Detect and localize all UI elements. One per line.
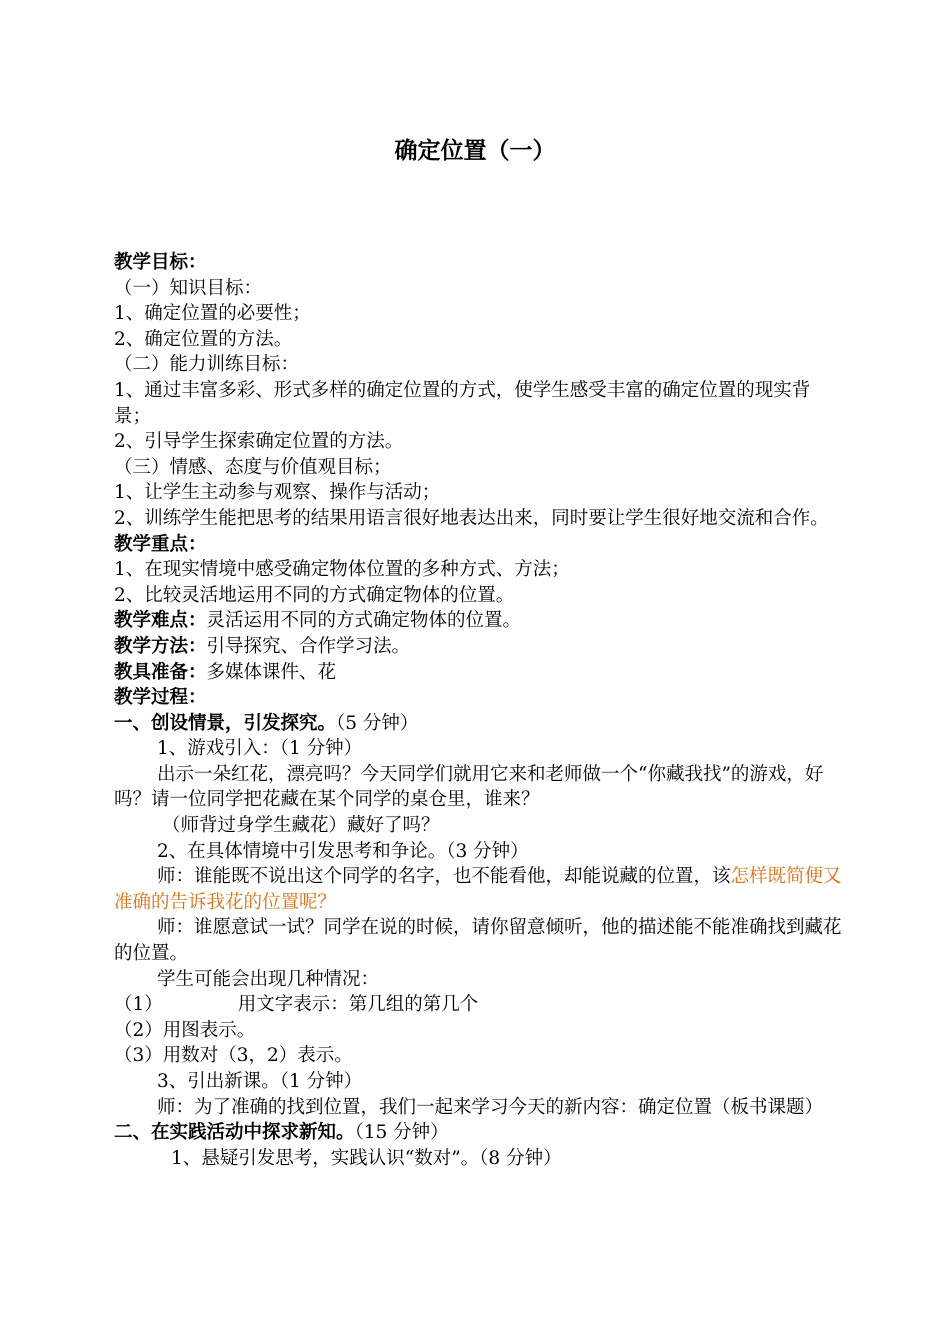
emotion-item: 1、让学生主动参与观察、操作与活动； [114,482,441,504]
case-item [114,992,842,1018]
difficulty-line [114,608,842,634]
tools-line [114,660,842,686]
section1-paragraph: （师背过身学生藏花）藏好了吗？ [162,815,440,837]
objectives-heading: 教学目标： [114,252,207,273]
ability-item: 1、通过丰富多彩、形式多样的确定位置的方式，使学生感受丰富的确定位置的现实背景； [114,379,811,427]
key-points-heading: 教学重点： [114,533,207,555]
tools-label: 教具准备： [114,661,207,683]
key-point-item: 2、比较灵活地运用不同的方式确定物体的位置。 [114,584,515,606]
process-heading: 教学过程： [114,687,207,709]
section1-paragraph: 师：谁愿意试一试？同学在说的时候，请你留意倾听，他的描述能不能准确找到藏花的位置。 [114,917,842,965]
knowledge-item: 1、确定位置的必要性； [114,303,311,325]
knowledge-heading: （一）知识目标： [114,277,263,299]
section1-paragraph-highlight [114,864,842,915]
ability-heading: （二）能力训练目标： [114,354,300,376]
section1-step1: 1、游戏引入：（1 分钟） [157,738,363,760]
section2-time: （15 分钟） [354,1122,449,1144]
section2-heading [114,1120,842,1146]
method-line [114,634,842,660]
section1-paragraph: 学生可能会出现几种情况： [157,968,380,990]
case-item: （2）用图表示。 [114,1019,256,1041]
section1-paragraph: 师：为了准确的找到位置，我们一起来学习今天的新内容：确定位置（板书课题） [157,1096,824,1118]
case-text: 用文字表示：第几组的第几个 [237,994,479,1016]
emotion-item: 2、训练学生能把思考的结果用语言很好地表达出来，同时要让学生很好地交流和合作。 [114,507,829,529]
key-point-item: 1、在现实情境中感受确定物体位置的多种方式、方法； [114,559,570,581]
ability-item: 2、引导学生探索确定位置的方法。 [114,431,404,453]
difficulty-label: 教学难点： [114,610,207,632]
section1-heading [114,711,842,737]
document-body [114,250,842,1171]
tools-text: 多媒体课件、花 [206,661,337,683]
section1-paragraph: 出示一朵红花，漂亮吗？今天同学们就用它来和老师做一个“你藏我找”的游戏，好吗？请一位同学把花藏在某个同学的桌仓里，谁来？ [114,763,824,811]
difficulty-text: 灵活运用不同的方式确定物体的位置。 [206,610,522,632]
method-label: 教学方法： [114,635,207,657]
knowledge-item: 2、确定位置的方法。 [114,328,293,350]
case-item: （3）用数对（3，2）表示。 [114,1045,353,1067]
page-title: 确定位置（一） [394,138,556,164]
paragraph-text: 师：谁能既不说出这个同学的名字，也不能看他，却能说藏的位置，该 [157,866,731,888]
method-text: 引导探究、合作学习法。 [206,635,411,657]
section2-title: 二、在实践活动中探求新知。 [114,1122,355,1144]
case-number: （1） [114,994,163,1016]
section1-step2: 2、在具体情境中引发思考和争论。（3 分钟） [157,840,529,862]
emotion-heading: （三）情感、态度与价值观目标； [114,456,392,478]
section1-time: （5 分钟） [336,712,419,734]
section2-step1: 1、悬疑引发思考，实践认识“数对”。（8 分钟） [171,1147,562,1169]
section1-title: 一、创设情景，引发探究。 [114,712,337,734]
section1-step3: 3、引出新课。（1 分钟） [157,1071,363,1092]
highlighted-question: 怎样既简便又准确的告诉我花的位置呢？ [114,866,842,913]
